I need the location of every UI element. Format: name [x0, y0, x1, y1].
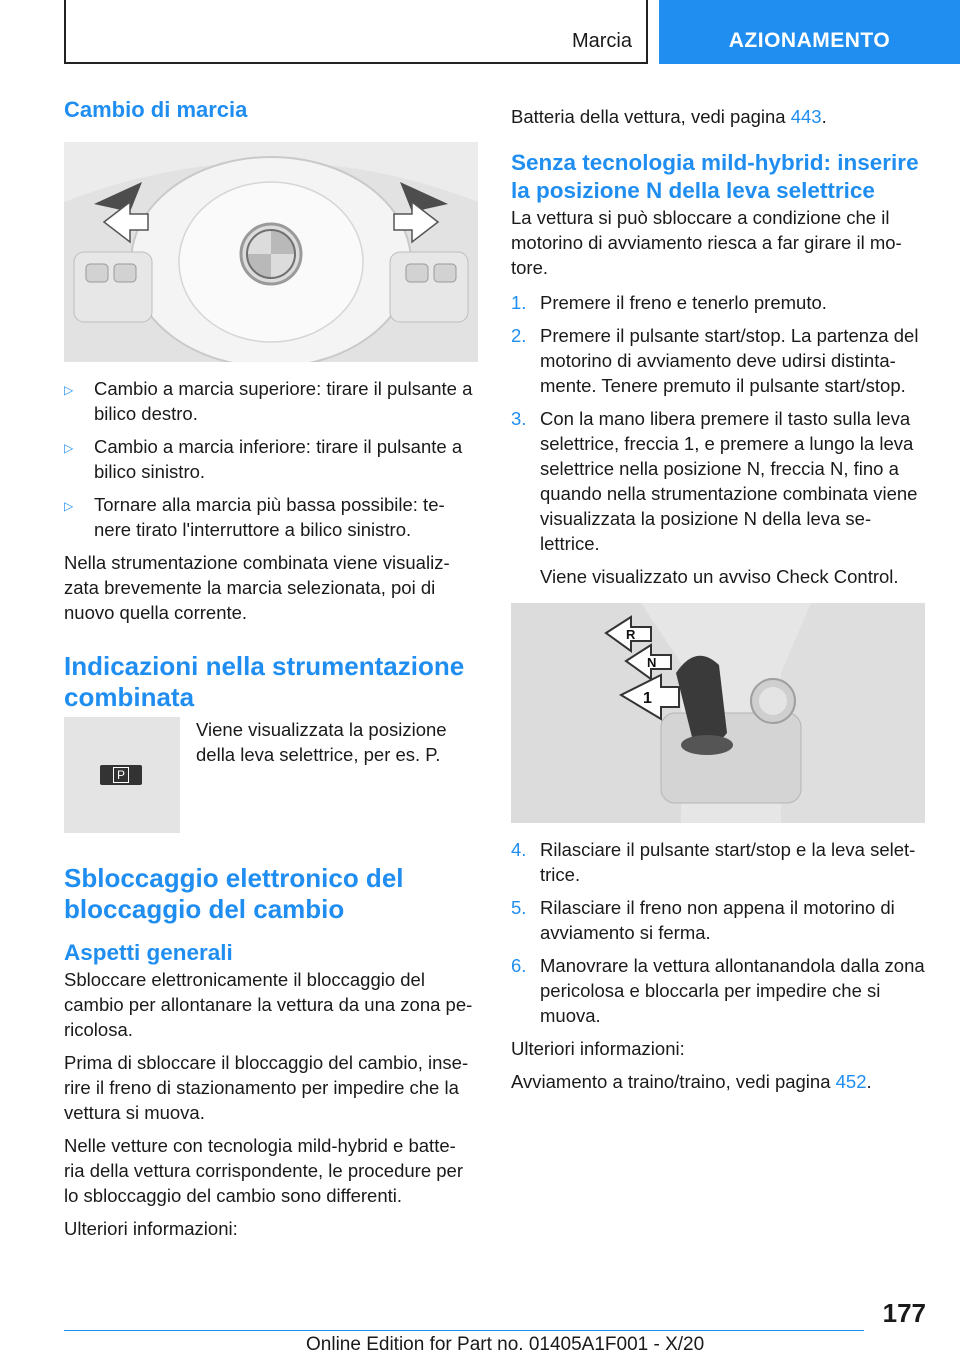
- left-column: [64, 96, 478, 1249]
- triangle-bullet-icon: ▷: [64, 441, 74, 455]
- triangle-bullet-icon: ▷: [64, 499, 74, 513]
- gear-indicator-image: [64, 717, 180, 833]
- list-item: ▷ Cambio a marcia inferiore: tirare il pulsante a bilico sinistro.: [64, 436, 463, 482]
- steering-wheel-image: [64, 142, 478, 362]
- arrow-label-1: 1: [643, 690, 652, 707]
- paragraph: Sbloccare elettronicamente il bloccaggio del cambio per allontanare la vettura da una zona pe- ricolosa.: [64, 969, 473, 1040]
- gear-display-icon: P: [100, 765, 142, 785]
- check-control-note: Viene visualizzato un avviso Check Control.: [540, 566, 899, 587]
- page-number: 177: [882, 1298, 926, 1328]
- edition-footer: Online Edition for Part no. 01405A1F001 - X/20: [306, 1334, 705, 1355]
- heading-sbloccaggio: Sbloccaggio elettronico del bloccaggio del cambio: [64, 863, 404, 924]
- heading-indicazioni: Indicazioni nella strumentazione combinata: [64, 651, 465, 712]
- section-title: Marcia: [571, 30, 632, 52]
- header-frame: [64, 0, 648, 64]
- arrow-label-r: R: [626, 627, 636, 642]
- list-item: 5. Rilasciare il freno non appena il motorino di avviamento si ferma.: [511, 897, 895, 943]
- paragraph: Ulteriori informazioni:: [511, 1038, 685, 1059]
- towing-reference: Avviamento a traino/traino, vedi pagina 452.: [511, 1071, 872, 1092]
- page-link-443[interactable]: 443: [790, 106, 822, 127]
- list-item: 4. Rilasciare il pulsante start/stop e la leva selet- trice.: [511, 839, 916, 885]
- indicator-row: [64, 717, 478, 833]
- list-item: ▷ Cambio a marcia superiore: tirare il pulsante a bilico destro.: [64, 378, 473, 424]
- gear-selector-image: [511, 603, 925, 823]
- list-item: 6. Manovrare la vettura allontanandola dalla zona pericolosa e bloccarla per impedire che si muova.: [511, 955, 925, 1026]
- heading-cambio-di-marcia: Cambio di marcia: [64, 97, 248, 122]
- footer-divider: [64, 1330, 864, 1331]
- heading-senza-mild-hybrid: Senza tecnologia mild-hybrid: inserire la posizione N della leva selettrice: [511, 150, 919, 203]
- page-link-452[interactable]: 452: [835, 1071, 867, 1092]
- paragraph: Nelle vetture con tecnologia mild-hybrid e batte- ria della vettura corrispondente, le procedure per lo sbloccaggio del cambio sono differenti.: [64, 1135, 464, 1206]
- arrow-label-n: N: [647, 655, 657, 670]
- list-item: 3. Con la mano libera premere il tasto sulla leva selettrice, freccia 1, e premere a lungo la leva selettrice nella posizione N, freccia N, fino a quando nella strumentazione combinata viene visualizzata la posizione N della leva se- lettrice.: [511, 408, 918, 554]
- triangle-bullet-icon: ▷: [64, 383, 74, 397]
- paragraph: La vettura si può sbloccare a condizione che il motorino di avviamento riesca a far girare il mo- tore.: [511, 207, 902, 278]
- paragraph: Ulteriori informazioni:: [64, 1218, 238, 1239]
- heading-aspetti-generali: Aspetti generali: [64, 940, 233, 965]
- list-item: 2. Premere il pulsante start/stop. La partenza del motorino di avviamento deve udirsi distinta- mente. Tenere premuto il pulsante start/stop.: [511, 325, 919, 396]
- paragraph: Prima di sbloccare il bloccaggio del cambio, inse- rire il freno di stazionamento per impedire che la vettura si muova.: [64, 1052, 469, 1123]
- list-item: 1. Premere il freno e tenerlo premuto.: [511, 292, 827, 313]
- indicator-text: Viene visualizzata la posizione della leva selettrice, per es. P.: [196, 719, 447, 765]
- paragraph: Nella strumentazione combinata viene visualiz- zata brevemente la marcia selezionata, poi di nuovo quella corrente.: [64, 552, 450, 623]
- list-item: ▷ Tornare alla marcia più bassa possibile: te- nere tirato l'interruttore a bilico sinistro.: [64, 494, 445, 540]
- right-column: [511, 104, 931, 1102]
- battery-reference: Batteria della vettura, vedi pagina 443.: [511, 106, 827, 127]
- chapter-tab[interactable]: AZIONAMENTO: [659, 0, 960, 64]
